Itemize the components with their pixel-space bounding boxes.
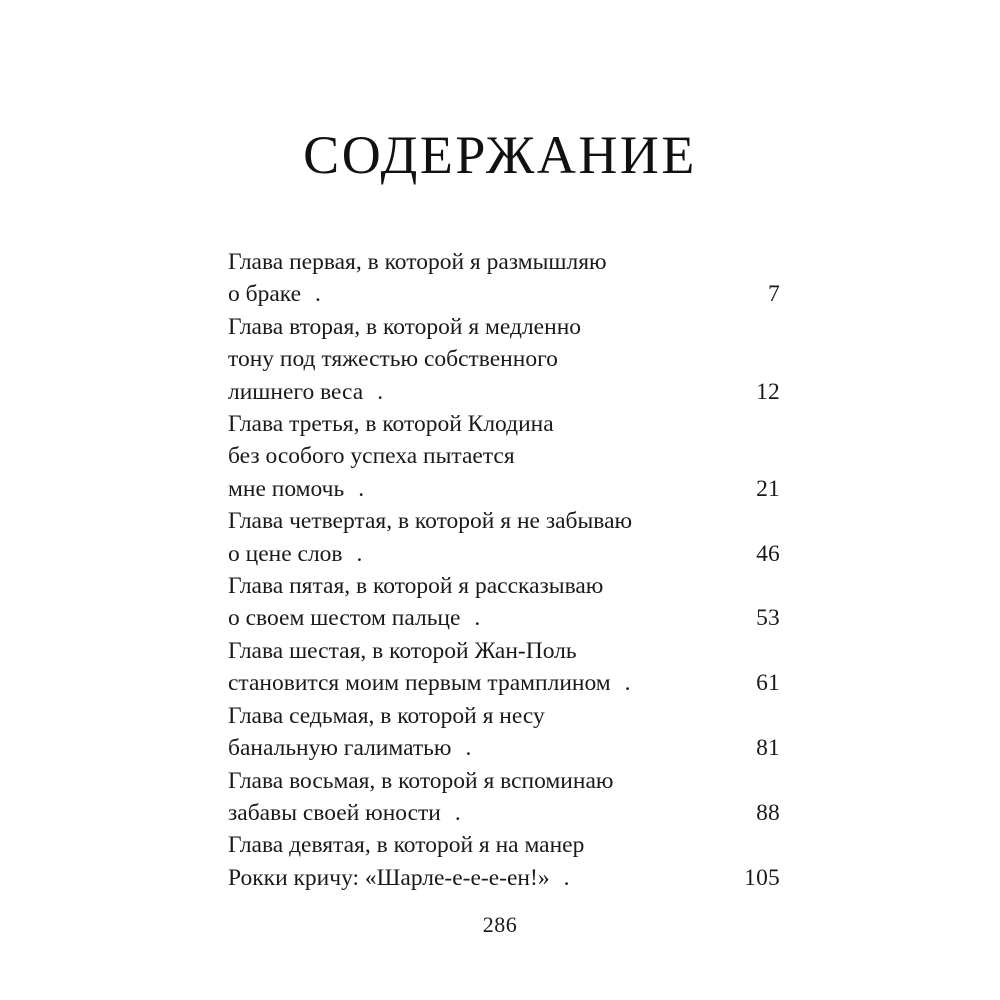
toc-entry-title: становится моим первым трамплином [228, 670, 611, 697]
toc-entry-line: Глава третья, в которой Клодина [228, 411, 554, 438]
toc-dot-leader: . [358, 475, 369, 502]
table-of-contents-list [228, 246, 780, 894]
toc-dot-leader: . [356, 540, 367, 567]
toc-entry-title: о цене слов [228, 540, 343, 567]
toc-entry-title: лишнего веса [228, 378, 364, 405]
toc-dot-leader: . [563, 864, 574, 891]
toc-entry-line: Глава пятая, в которой я рассказываю [228, 573, 604, 600]
toc-dot-leader: . [454, 799, 465, 826]
toc-entry-last-line [228, 667, 780, 699]
toc-entry-line: Глава восьмая, в которой я вспоминаю [228, 767, 614, 794]
toc-entry-title: Рокки кричу: «Шарле-е-е-е-ен!» [228, 864, 550, 891]
toc-entry-title: о своем шестом пальце [228, 605, 461, 632]
toc-entry-last-line [228, 602, 780, 634]
toc-entry-last-line [228, 473, 780, 505]
toc-entry-last-line [228, 538, 780, 570]
toc-entry-last-line [228, 376, 780, 408]
toc-page-number: 46 [756, 540, 780, 567]
folio-page-number: 286 [482, 912, 518, 937]
toc-entry[interactable] [228, 246, 780, 311]
toc-dot-leader: . [315, 281, 326, 308]
toc-dot-leader: . [465, 735, 476, 762]
toc-entry-line: Глава вторая, в которой я медленно [228, 313, 582, 340]
toc-dot-leader: . [624, 670, 635, 697]
toc-entry[interactable] [228, 765, 780, 830]
toc-page-number: 81 [756, 735, 780, 762]
page-title: СОДЕРЖАНИЕ [303, 125, 697, 186]
toc-page-number: 21 [756, 475, 780, 502]
toc-entry[interactable] [228, 829, 780, 894]
toc-entry-last-line [228, 862, 780, 894]
toc-entry-title: банальную галиматью [228, 735, 452, 762]
toc-page-number: 88 [756, 799, 780, 826]
toc-dot-leader: . [377, 378, 388, 405]
toc-entry[interactable] [228, 408, 780, 505]
toc-entry-line: Глава девятая, в которой я на манер [228, 832, 585, 859]
toc-entry-last-line [228, 278, 780, 310]
toc-entry-title: мне помочь [228, 475, 345, 502]
toc-entry[interactable] [228, 505, 780, 570]
toc-page-number: 12 [756, 378, 780, 405]
toc-entry-title: забавы своей юности [228, 799, 441, 826]
toc-entry[interactable] [228, 570, 780, 635]
toc-entry-title: о браке [228, 281, 302, 308]
toc-page-number: 105 [744, 864, 780, 891]
toc-entry-line: Глава первая, в которой я размышляю [228, 249, 607, 275]
toc-page-number: 7 [768, 281, 780, 308]
toc-entry-line: без особого успеха пытается [228, 443, 515, 470]
toc-dot-leader: . [474, 605, 485, 632]
toc-entry-line: Глава шестая, в которой Жан-Поль [228, 637, 577, 664]
toc-page-number: 53 [756, 605, 780, 632]
toc-entry-last-line [228, 797, 780, 829]
toc-entry[interactable] [228, 635, 780, 700]
toc-entry[interactable] [228, 700, 780, 765]
toc-entry-last-line [228, 732, 780, 764]
toc-entry-line: Глава седьмая, в которой я несу [228, 702, 545, 729]
toc-entry[interactable] [228, 311, 780, 408]
toc-entry-line: Глава четвертая, в которой я не забываю [228, 508, 633, 535]
toc-entry-line: тону под тяжестью собственного [228, 346, 558, 373]
toc-page-number: 61 [756, 670, 780, 697]
